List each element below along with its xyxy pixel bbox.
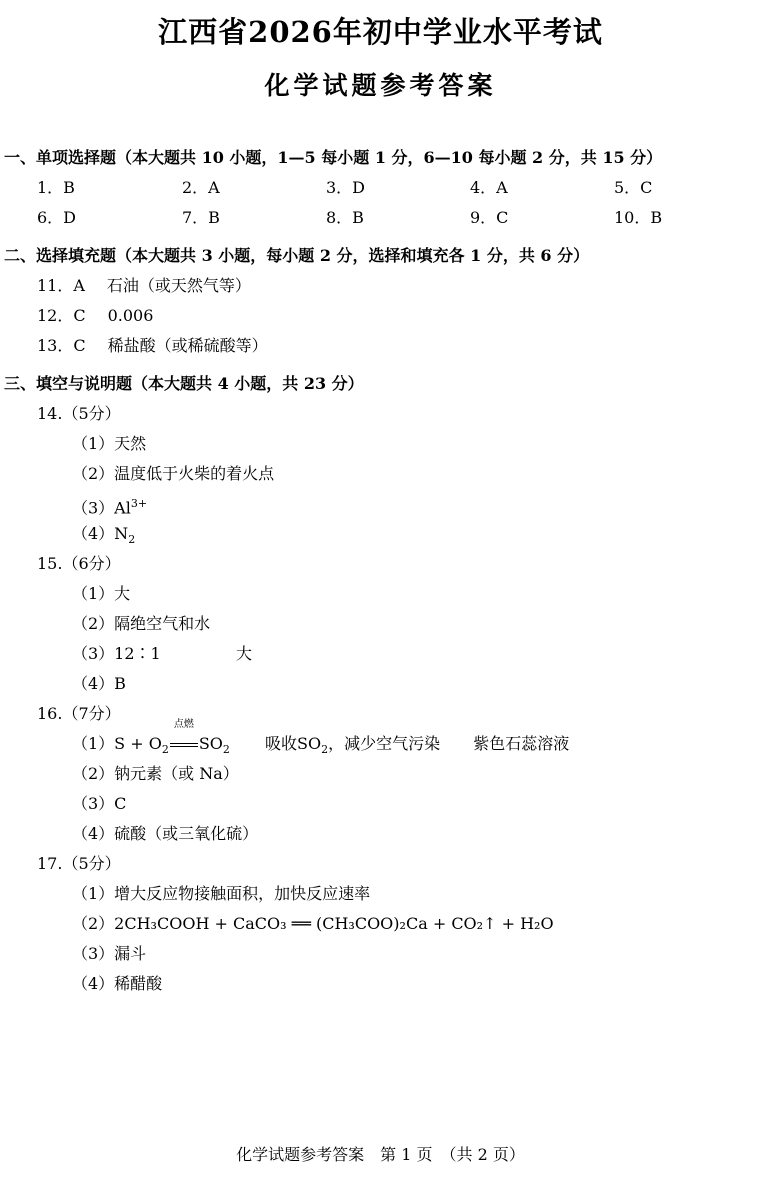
- answer-8: 8．B: [326, 208, 364, 227]
- q11-answer: 石油（或天然气等）: [106, 276, 251, 295]
- q16-part1: [72, 719, 570, 762]
- exam-subtitle: 化学试题参考答案: [264, 71, 497, 100]
- q14-part3: [72, 492, 147, 520]
- q16-eq-left: （1）S + O: [72, 734, 162, 753]
- q16-part3: （3）C: [72, 794, 127, 813]
- q12-row: [37, 304, 153, 328]
- q15-part3-second: 大: [236, 644, 253, 663]
- answer-9: 9．C: [470, 208, 509, 227]
- q11-row: [37, 274, 251, 298]
- page-footer: 化学试题参考答案 第 1 页 （共 2 页）: [236, 1145, 525, 1164]
- q14-part3-text: （3）Al: [72, 498, 131, 518]
- condition-label: 点燃: [173, 719, 194, 730]
- answer-7: 7．B: [182, 208, 220, 227]
- answer-5: 5．C: [614, 178, 653, 197]
- q16-eq-sub: 2: [161, 743, 169, 757]
- q13-number: 13．C: [37, 336, 86, 355]
- q17-part3: （3）漏斗: [72, 944, 147, 963]
- q16-eq-right: SO: [198, 734, 223, 753]
- answer-2: 2．A: [182, 178, 220, 197]
- q17-part1: （1）增大反应物接触面积，加快反应速率: [72, 884, 371, 903]
- q16-part2: （2）钠元素（或 Na）: [72, 764, 239, 783]
- q17-part4: （4）稀醋酸: [72, 974, 163, 993]
- q15-label: 15.（6分）: [37, 554, 121, 573]
- q12-number: 12．C: [37, 306, 86, 325]
- q15-part3: （3）12∶1: [72, 644, 161, 663]
- q15-part4: （4）B: [72, 674, 126, 693]
- q14-part4: [72, 522, 135, 552]
- answer-3: 3．D: [326, 178, 366, 197]
- q13-row: [37, 334, 268, 358]
- section3-heading: 三、填空与说明题（本大题共 4 小题，共 23 分）: [4, 374, 364, 393]
- reaction-condition: [169, 719, 199, 756]
- q16-part1-indicator: 紫色石蕊溶液: [473, 734, 570, 753]
- answer-1: 1．B: [37, 178, 75, 197]
- answer-10: 10．B: [614, 208, 663, 227]
- q15-part2: （2）隔绝空气和水: [72, 614, 211, 633]
- exam-title: 江西省2026年初中学业水平考试: [158, 15, 603, 49]
- q16-part1-purpose-rest: ，减少空气污染: [328, 734, 441, 753]
- q14-label: 14.（5分）: [37, 404, 121, 423]
- q16-part1-purpose: 吸收SO: [265, 734, 322, 753]
- q12-answer: 0.006: [107, 306, 154, 325]
- section1-heading: 一、单项选择题（本大题共 10 小题，1—5 每小题 1 分，6—10 每小题 2 分，共 15 分）: [4, 148, 663, 167]
- answer-4: 4．A: [470, 178, 508, 197]
- q16-part4: （4）硫酸（或三氧化硫）: [72, 824, 259, 843]
- q16-purpose-sub: 2: [321, 743, 329, 757]
- q17-label: 17.（5分）: [37, 854, 121, 873]
- q14-part4-text: （4）N: [72, 524, 129, 543]
- section2-heading: 二、选择填充题（本大题共 3 小题，每小题 2 分，选择和填充各 1 分，共 6 分）: [4, 246, 590, 265]
- q14-part4-subscript: 2: [128, 533, 136, 547]
- q16-eq-right-sub: 2: [222, 743, 230, 757]
- q14-part3-charge: 3+: [130, 497, 148, 510]
- q13-answer: 稀盐酸（或稀硫酸等）: [107, 336, 268, 355]
- q11-number: 11．A: [37, 276, 85, 295]
- q16-label: 16.（7分）: [37, 704, 121, 723]
- q17-part2: （2）2CH₃COOH + CaCO₃ ══ (CH₃COO)₂Ca + CO₂↑ + H₂O: [72, 914, 554, 933]
- q15-part1: （1）大: [72, 584, 131, 603]
- equals-sign: [170, 743, 198, 747]
- answer-6: 6．D: [37, 208, 77, 227]
- q14-part2: （2）温度低于火柴的着火点: [72, 464, 275, 483]
- q14-part1: （1）天然: [72, 434, 147, 453]
